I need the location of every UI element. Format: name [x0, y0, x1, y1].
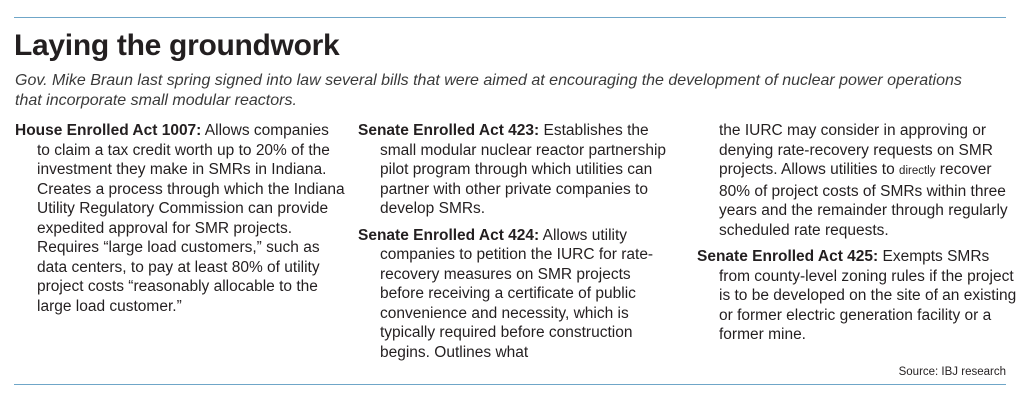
act-description-small: directly	[899, 165, 936, 177]
act-name: Senate Enrolled Act 423:	[358, 122, 540, 139]
bottom-divider	[14, 384, 1006, 385]
column-3	[697, 121, 1017, 352]
act-description: Exempts SMRs from county-level zoning rules if the project is to be developed on the site of an existing or former electric generation facility or a former mine.	[719, 248, 1017, 343]
act-description: Allows companies to claim a tax credit worth up to 20% of the investment they make in SMRs in Indiana. Creates a process through which the Indiana Utility Regulatory Commission can provide expedited approval for SMR projects. Requires “large load customers,” such as data centers, to pay at least 80% of utility project costs “reasonably allocable to the large load customer.”	[37, 122, 345, 315]
act-description-continued-2: recover 80% of project costs of SMRs within three years and the remainder through regularly scheduled rate requests.	[719, 161, 1008, 239]
column-2	[358, 121, 678, 369]
source-credit: Source: IBJ research	[898, 366, 1006, 378]
subtitle: Gov. Mike Braun last spring signed into law several bills that were aimed at encouraging the development of nuclear power operations that incorporate small modular reactors.	[15, 72, 962, 109]
column-1	[15, 121, 345, 323]
act-description: Allows utility companies to petition the IURC for rate-recovery measures on SMR projects before receiving a certificate of public convenience and necessity, which is typically required before construction begins. Outlines what	[380, 226, 654, 361]
act-entry-sea-425	[697, 247, 1017, 345]
act-name: Senate Enrolled Act 425:	[697, 248, 879, 265]
act-name: Senate Enrolled Act 424:	[358, 226, 540, 244]
act-description-continued: the IURC may consider in approving or denying rate-recovery requests on SMR projects. Allows utilities to	[719, 122, 993, 178]
top-divider	[14, 17, 1006, 18]
act-name: House Enrolled Act 1007:	[15, 122, 202, 139]
page-title: Laying the groundwork	[14, 29, 340, 62]
act-entry-sea-423	[358, 121, 678, 219]
act-description: Establishes the small modular nuclear reactor partnership pilot program through which utilities can partner with other private companies to develop SMRs.	[380, 122, 667, 217]
act-entry-sea-424	[358, 226, 678, 363]
act-entry-hea-1007	[15, 121, 345, 316]
act-entry-sea-424-continued	[697, 121, 1017, 240]
